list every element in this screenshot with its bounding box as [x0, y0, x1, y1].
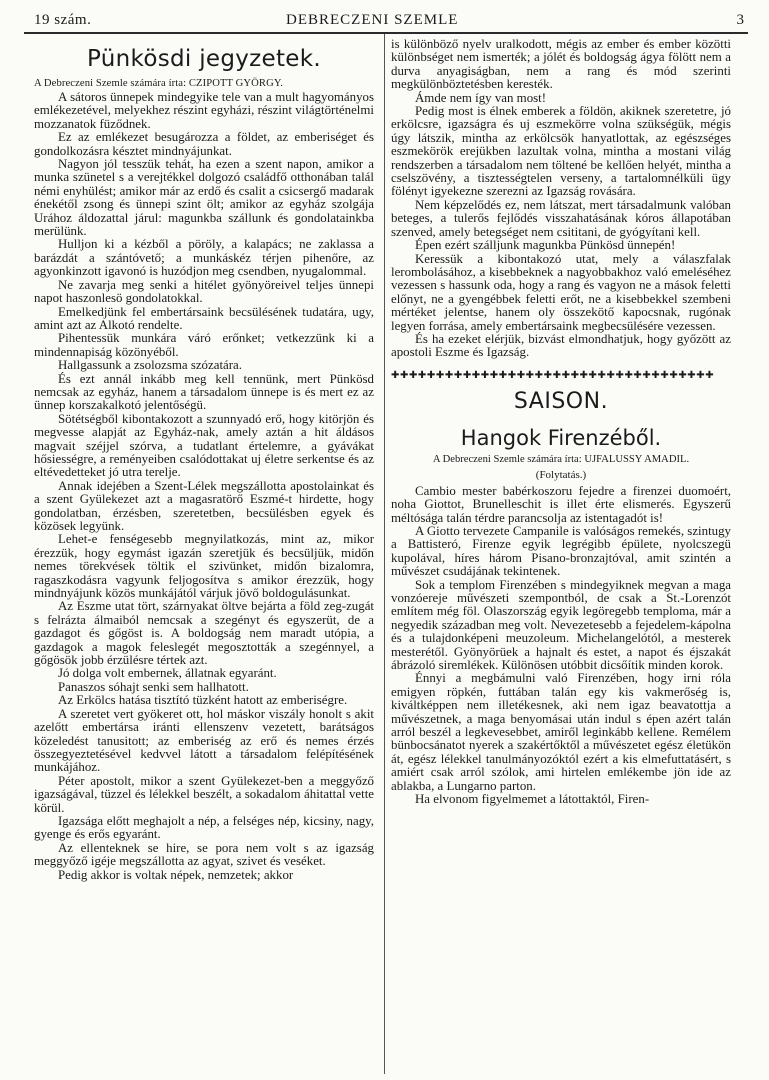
paragraph: Épen ezért szálljunk magunkba Pünkösd ünnepén! [415, 238, 676, 253]
paragraph: Annak idejében a Szent-Lélek megszállotta apostolainkat és a szent Gyülekezet azt a magasratörő Eszmé-t hirdette, hogy gondolatban, érzésben, szeretetben, becsülésben egyek és közösek legyünk. [34, 478, 374, 533]
paragraph: És ezt annál inkább meg kell tennünk, mert Pünkösd nemcsak az egyház, hanem a társadalom ünnepe is és mert ez az ünnep korszakalkotó jelentőségü. [34, 371, 374, 413]
paragraph: A sátoros ünnepek mindegyike tele van a mult hagyományos emlékezetével, melyekhez részint egyházi, részint világtörténelmi mozzanatok füződnek. [34, 90, 374, 131]
paragraph: Az Erkölcs hatása tisztító tüzként hatott az emberiségre. [58, 693, 348, 708]
paragraph: Az Eszme utat tört, szárnyakat öltve bejárta a föld zeg-zugát s felrázta álmaiból nemcsak a szegényt és egyszerüt, de a gazdagot és gőgöst is. A boldogság nem maradt utópia, a gazdagok a magok feleslegét megosztották a szegénnyel, a gőgösök jobb érzülésre tértek azt. [34, 599, 374, 668]
decorative-divider: ✚✚✚✚✚✚✚✚✚✚✚✚✚✚✚✚✚✚✚✚✚✚✚✚✚✚✚✚✚✚✚✚✚✚✚✚ [391, 369, 715, 381]
paragraph: Énnyi a megbámulni való Firenzében, hogy irni róla emigyen röpkén, futtában talán egy kis vakmerőség is, kiváltképpen nem illetékesnek, aki nem igaz beavatottja a művészetnek, a maga benyomásai után indul s épen azért talán arról beszél a legkevesebbet, amiről leginkább kellene. Remélem bünbocsánatot nyerek a szakértőktől a művészetet egész életükön át, egész lélekkel tanulmányozóktól ezért a kis elmefuttatásért, s amiért csak arról szólok, ami hirtelen emlékembe jön ide az ablakba, a Lungarno parton. [391, 671, 731, 793]
column-divider [384, 34, 385, 1074]
paragraph: A Giotto tervezete Campanile is valóságos remekés, szintugy a Battisteró, Firenze egyik legrégibb épülete, nyolcszegü kupolával, híres három Pisano-bronzajtóval, amit szintén a művészet csudájának tekintenek. [391, 523, 731, 579]
paragraph: Az ellenteknek se hire, se pora nem volt s az igazság meggyőző igéje megszállotta az agyat, szivet és veséket. [34, 840, 374, 869]
paragraph: Lehet-e fenségesebb megnyilatkozás, mint az, mikor érezzük, hogy egymást igazán szeretjük és becsüljük, midőn nemes törekvések töltik el szivünket, midőn bizalomra, ragaszkodásra vagyunk feljogosítva s amikor érezzük, hogy mindnyájunk közös munkájától várjuk jövő boldogulásunkat. [34, 532, 374, 601]
paragraph: Emelkedjünk fel embertársaink becsülésének tudatára, ugy, amint azt az Alkotó rendelte. [34, 304, 374, 332]
paragraph: Sötétségből kibontakozott a szunnyadó erő, hogy kitörjön és megvesse alapját az Egyház-nak, amely aztán a hit áldásos magvait széjjel szórva, a tudatlant értelemre, a gyávákat hősiességre, a reményeiben csalódottakat uj életre serkentse és az eltévedetteket jó utra terelje. [34, 411, 374, 480]
issue-number: 19 szám. [34, 12, 92, 28]
paragraph: Nagyon jól tesszük tehát, ha ezen a szent napon, amikor a munka szünetel s a verejtékkel dolgozó családfő otthonában talál némi enyhülést; amikor már az erdő és csalit a csicsergő madarak énekétől zsong és ünnepi szint ölt; amikor az egyház szolgája Urához áldozattal járul: magunkba szállunk és gondolatainkba merülünk. [34, 157, 374, 239]
paragraph: Ez az emlékezet besugározza a földet, az emberiséget és gondolkozásra késztet mindnyájunkat. [34, 130, 374, 158]
running-header [24, 8, 744, 30]
article-title: Pünkösdi jegyzetek. [87, 46, 321, 72]
section-heading: SAISON. [513, 388, 609, 414]
paragraph: Panaszos sóhajt senki sem hallhatott. [58, 679, 249, 694]
paragraph: is különböző nyelv uralkodott, mégis az ember és ember közötti különbséget nem ismerték; a jólét és boldogság ágya fölött nem a durva anyagiságban, nem a rang és mód szerinti megkülönböztetésben keresték. [391, 37, 731, 92]
continued-note: (Folytatás.) [535, 468, 587, 481]
paragraph: Ámde nem így van most! [415, 90, 547, 105]
header-rule [24, 32, 748, 34]
paragraph: Jó dolga volt embernek, állatnak egyaránt. [58, 666, 277, 681]
paragraph: Hallgassunk a zsolozsma szózatára. [58, 358, 242, 373]
paragraph: Igazsága előtt meghajolt a nép, a felséges nép, kicsiny, nagy, gyenge és erős egyaránt. [34, 813, 374, 842]
paragraph: Ha elvonom figyelmemet a látottaktól, Firen- [415, 792, 650, 807]
paragraph: Pihentessük munkára váró erőnket; vetkezzünk ki a mindennapiság közönyéből. [34, 331, 374, 359]
paragraph: Pedig most is élnek emberek a földön, akiknek szeretetre, jó erkölcsre, igazságra és uj eszmekörre volna szükségük, mégis úgy látszik, mintha az erkölcsök hanyatlottak, az egészséges eszmekörök erejükben lazultak volna, mintha a mostani világ rendszerben a társadalom nem töltené be kellően helyét, mintha a cselszövény, a tisztességtelen verseny, a tartalomnélküli ügy fölényt igyekezne szerezni az Igazság rovására. [391, 104, 731, 199]
paragraph: Sok a templom Firenzében s mindegyiknek megvan a maga vonzóereje művészeti szempontból, de csak a St.-Lorenzót említem még föl. Olaszország egyik legöregebb temploma, már a negyedik században meg volt. Nevezetesebb a fejedelem-kápolna és a tulajdonképeni meuzoleum. Michelangelótól, a mesterek mesterétől. Gyönyörüek a hajnalt és estet, a napot és éjszakát ábrázoló siremlékek. Különösen utóbbit dicsőítik minden korok. [391, 577, 731, 673]
paragraph: Nem képzelődés ez, nem látszat, mert társadalmunk valóban beteges, a tulerős fejlődés visszahatásának kóros állapotában szenved, amely betegséget nem csititani, de gyógyítani kell. [391, 197, 731, 239]
left-column [34, 38, 374, 882]
page-number: 3 [736, 12, 744, 28]
right-column [391, 38, 731, 807]
paragraph: Hulljon ki a kézből a pöröly, a kalapács; ne zaklassa a barázdát a szántóvető; a munkáskéz térjen pihenőre, az agyonkinzott igavonó is huzódjon meg csendben, nyugalommal. [34, 237, 374, 279]
paragraph: És ha ezeket elérjük, bizvást elmondhatjuk, hogy győzött az apostoli Eszme és Igazság. [391, 331, 731, 360]
paragraph: Keressük a kibontakozó utat, mely a válaszfalak lerombolásához, a kisebbeknek a nagyobbakhoz való emeléséhez vezessen s hassunk oda, hogy a rang és vagyon ne a mások feletti előnyt, ne a gyengébbek feletti erőt, ne a kisebbekkel szembeni mértéket jelentse, hanem oly összekötő kapocsnak, rugónak legyen forrása, amely embertársaink megbecsülésére vezessen. [391, 251, 731, 333]
article-byline: A Debreczeni Szemle számára írta: UJFALUSSY AMADIL. [432, 453, 690, 465]
article-byline: A Debreczeni Szemle számára írta: CZIPOTT GYÖRGY. [34, 78, 283, 89]
article-title: Hangok Firenzéből. [460, 425, 662, 450]
paragraph: A szeretet vert gyökeret ott, hol máskor viszály honolt s akit azelőtt embertársa iránti ellenszenv vezetett, barátságos közeledést tanusitott; az emberiség az erő és nemes érzés összegyeztetésével kedvvel látott a társadalom felépítésének munkájához. [34, 706, 374, 775]
paragraph: Ne zavarja meg senki a hitélet gyönyöreivel teljes ünnepi napot haszonlesö gondolatokkal. [34, 277, 374, 306]
paragraph: Pedig akkor is voltak népek, nemzetek; akkor [58, 867, 294, 882]
paragraph: Cambio mester babérkoszoru fejedre a firenzei duomoért, noha Giottot, Brunelleschit is illet érte elismerés. Egyszerű méltósága talán térdre parancsolja az istentagadót is! [391, 483, 731, 525]
paragraph: Péter apostolt, mikor a szent Gyülekezet-ben a meggyőző igazságával, tüzzel és lélekkel beszélt, a sokadalom áhitattal vette körül. [34, 773, 374, 815]
journal-name: DEBRECZENI SZEMLE [286, 12, 459, 28]
